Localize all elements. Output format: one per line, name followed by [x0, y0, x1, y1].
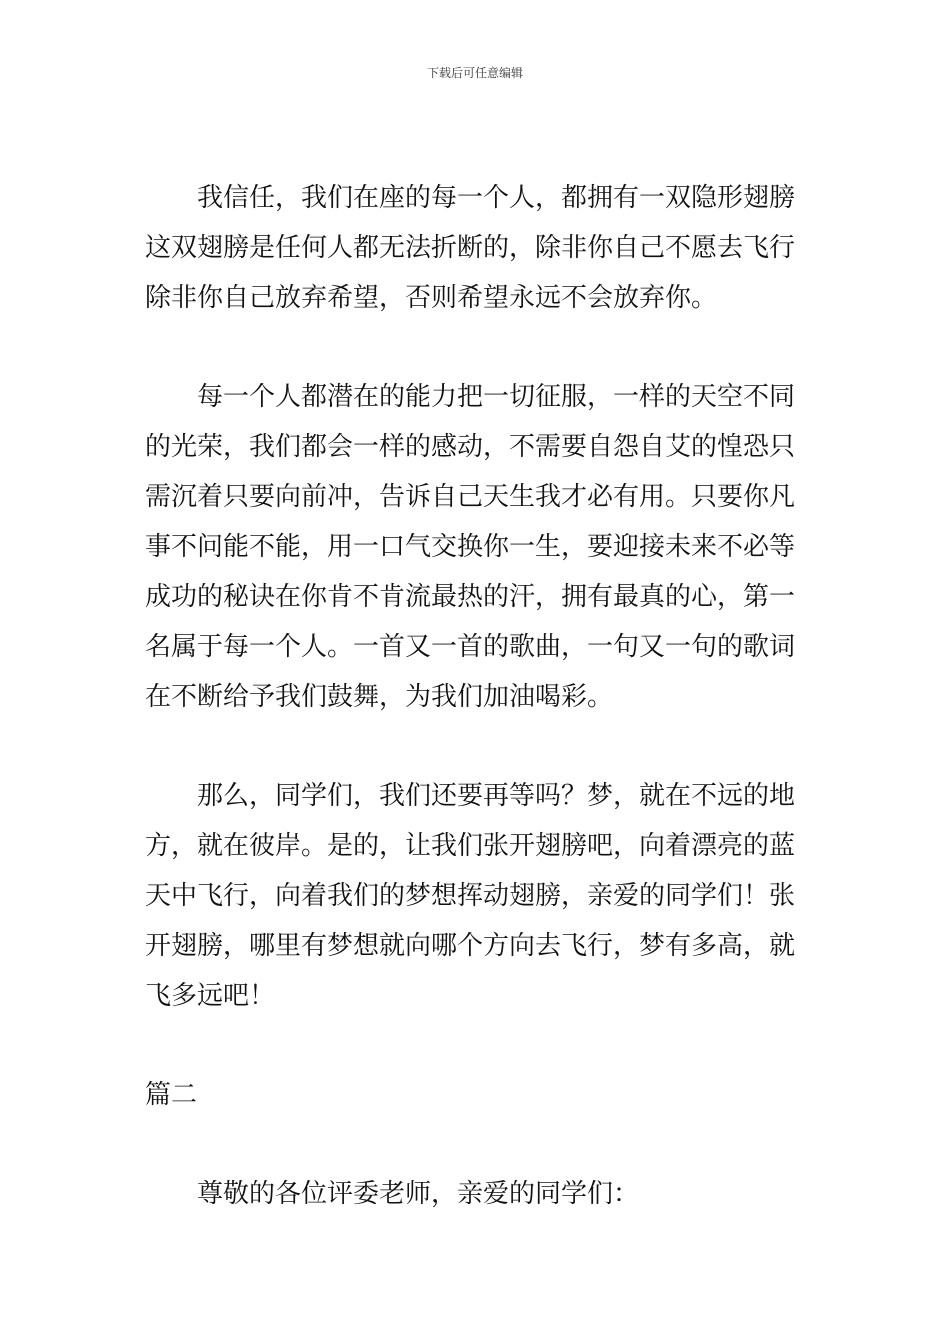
- text-line: 我信任，我们在座的每一个人，都拥有一双隐形翅膀: [197, 183, 796, 213]
- section-title: 篇二: [145, 1080, 198, 1110]
- section-heading: [145, 1070, 807, 1120]
- text-line: 事不问能不能，用一口气交换你一生，要迎接未来不必等: [145, 532, 796, 562]
- paragraph-2: [145, 372, 807, 722]
- text-line: 开翅膀，哪里有梦想就向哪个方向去飞行，梦有多高，就: [145, 931, 796, 961]
- text-line: 那么，同学们，我们还要再等吗？梦，就在不远的地: [197, 781, 796, 811]
- text-line: 每一个人都潜在的能力把一切征服，一样的天空不同: [197, 382, 796, 412]
- text-line: 尊敬的各位评委老师，亲爱的同学们：: [197, 1179, 640, 1209]
- paragraph-1: [145, 173, 807, 323]
- text-line: 需沉着只要向前冲，告诉自己天生我才必有用。只要你凡: [145, 482, 796, 512]
- text-line: 成功的秘诀在你肯不肯流最热的汗，拥有最真的心，第一: [145, 582, 796, 612]
- text-line: 名属于每一个人。一首又一首的歌曲，一句又一句的歌词: [145, 632, 796, 662]
- text-line: 飞多远吧！: [145, 981, 276, 1011]
- text-line: 除非你自己放弃希望，否则希望永远不会放弃你。: [145, 283, 718, 313]
- paragraph-4: [145, 1169, 807, 1219]
- paragraph-3: [145, 771, 807, 1021]
- page-header: 下载后可任意编辑: [426, 66, 523, 80]
- text-line: 这双翅膀是任何人都无法折断的，除非你自己不愿去飞行: [145, 233, 796, 263]
- text-line: 在不断给予我们鼓舞，为我们加油喝彩。: [145, 682, 614, 712]
- text-line: 方，就在彼岸。是的，让我们张开翅膀吧，向着漂亮的蓝: [145, 831, 796, 861]
- text-line: 的光荣，我们都会一样的感动，不需要自怨自艾的惶恐只: [145, 432, 796, 462]
- text-line: 天中飞行，向着我们的梦想挥动翅膀，亲爱的同学们！张: [145, 881, 796, 911]
